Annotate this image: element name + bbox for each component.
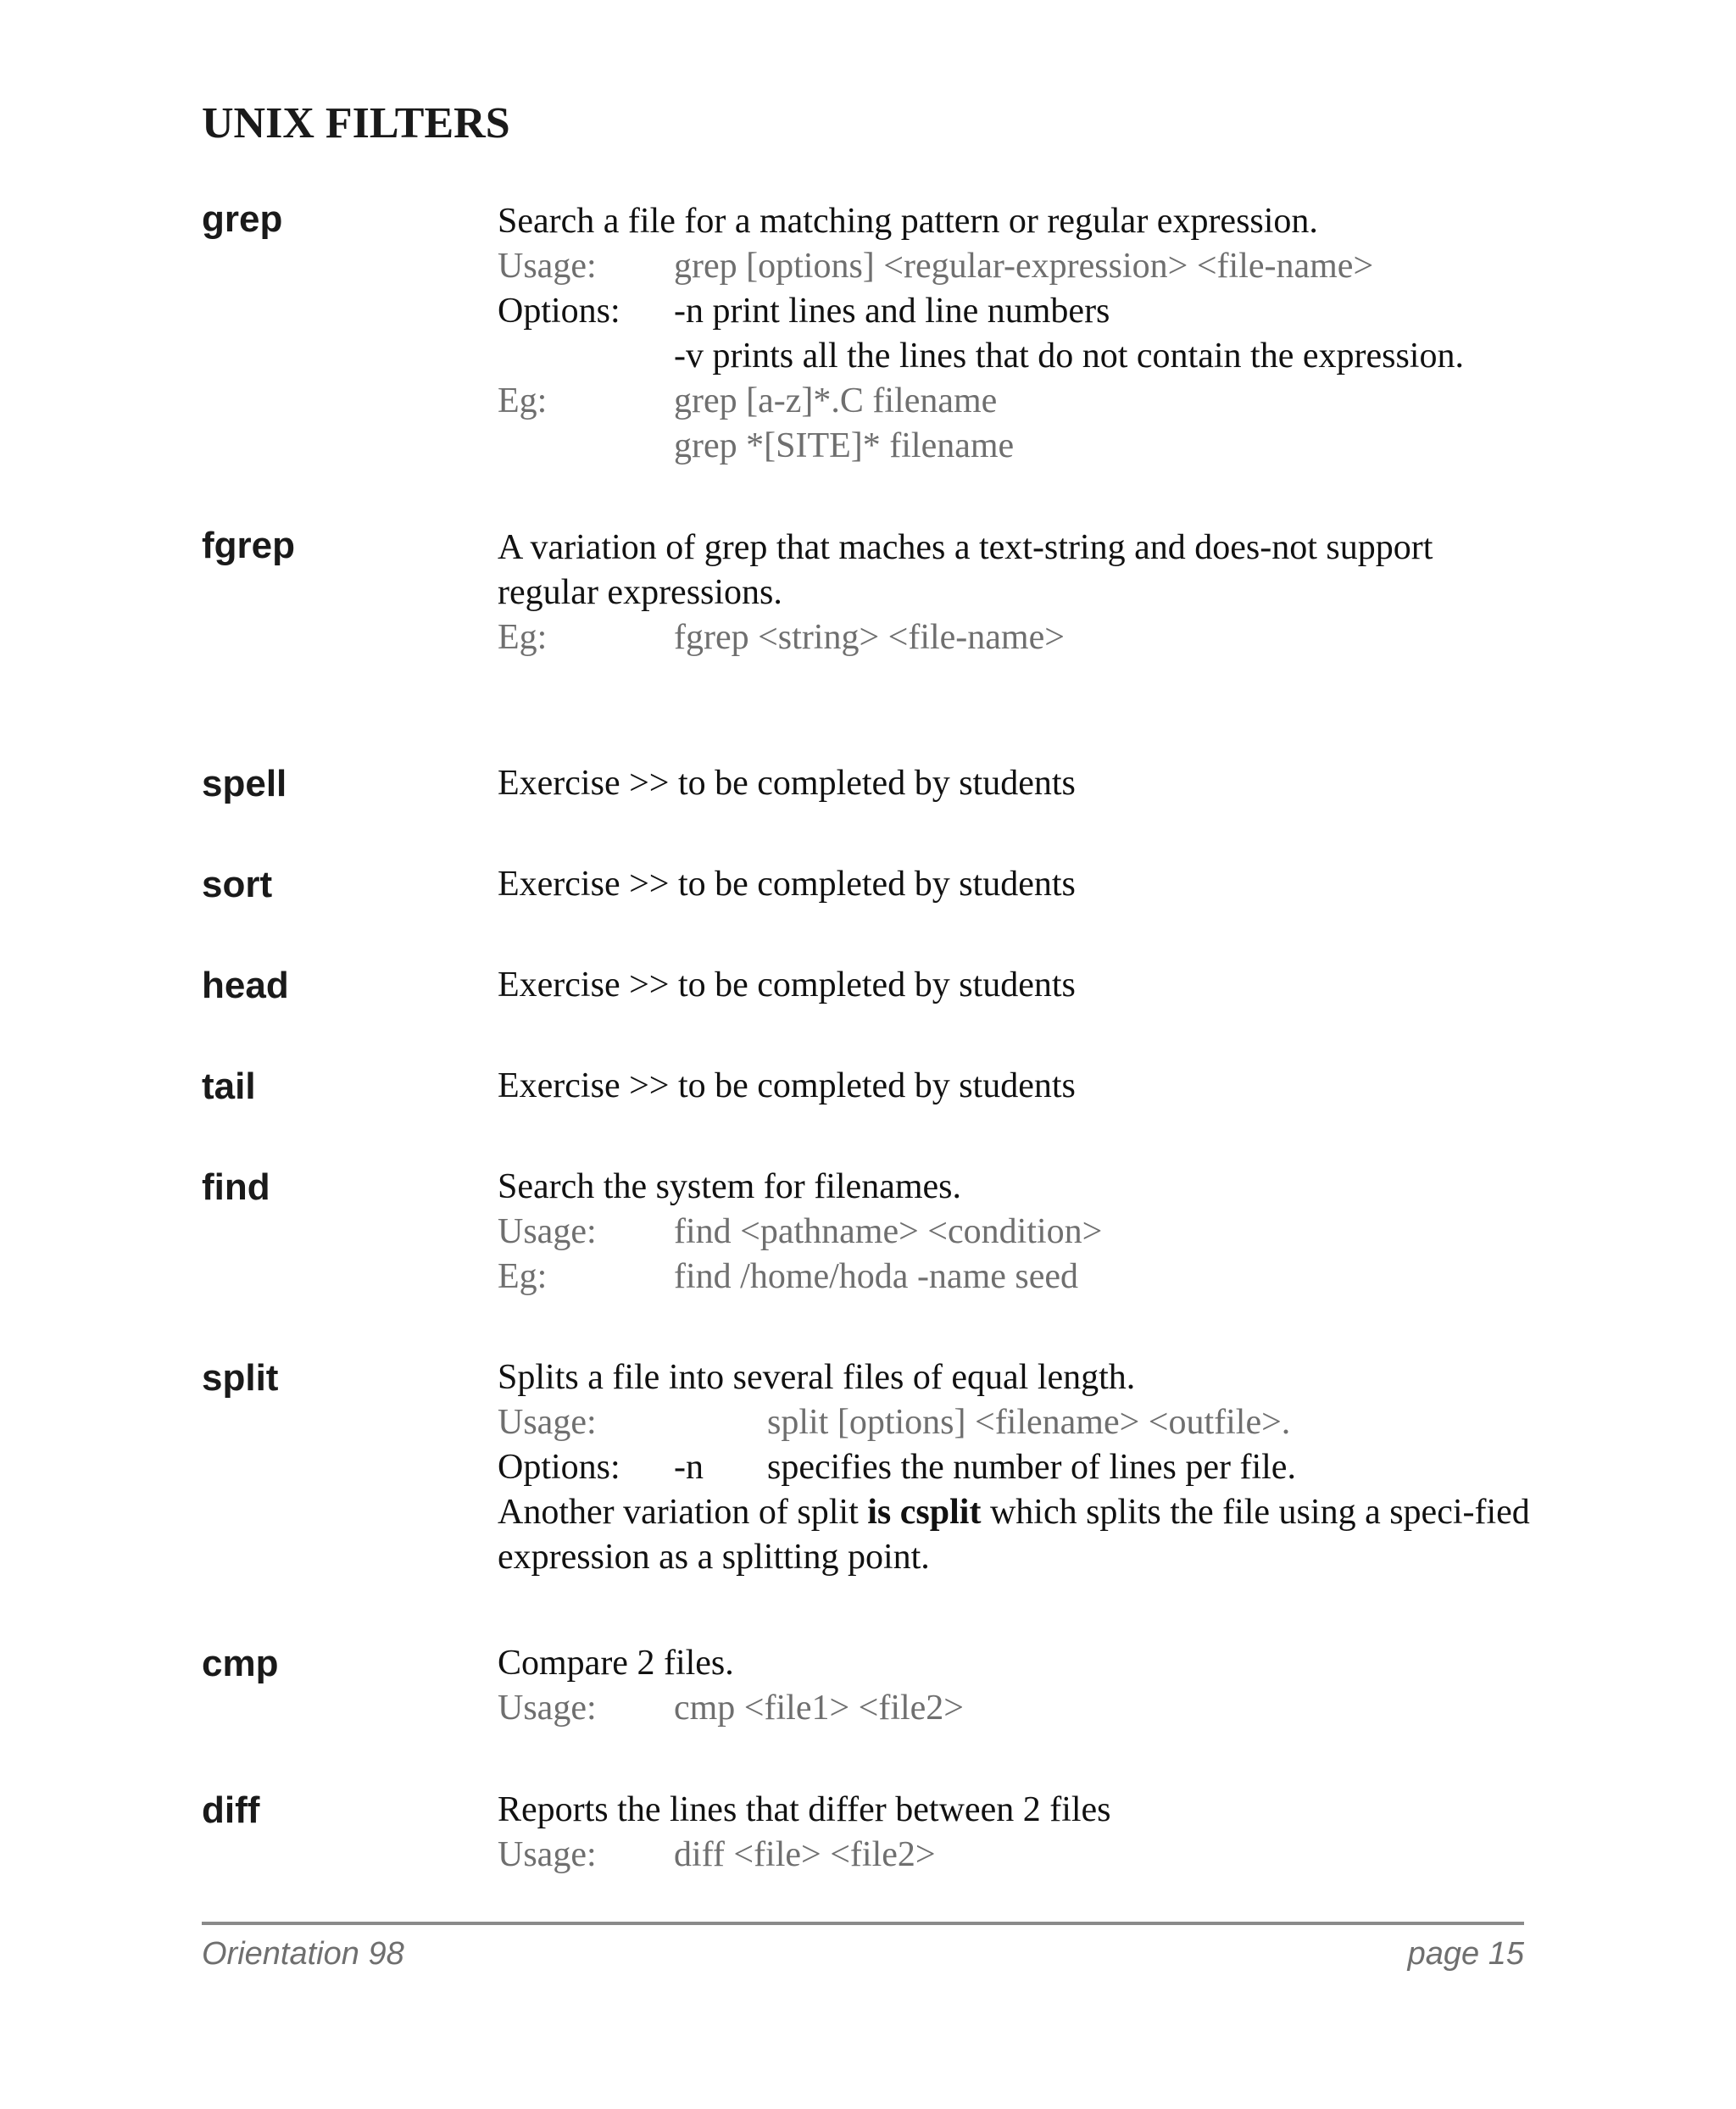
- fgrep-eg-1: fgrep <string> <file-name>: [674, 618, 1065, 657]
- diff-summary: Reports the lines that differ between 2 files: [498, 1790, 1111, 1829]
- sort-summary: Exercise >> to be completed by students: [498, 865, 1076, 904]
- options-label: Options:: [498, 1448, 620, 1487]
- footer-left: Orientation 98: [202, 1936, 404, 1972]
- description-grep: [498, 199, 1540, 469]
- page-title: UNIX FILTERS: [202, 99, 510, 147]
- grep-usage-row: [498, 244, 1540, 289]
- split-option-flag: -n: [674, 1448, 704, 1487]
- description-diff: [498, 1788, 1540, 1878]
- spell-summary: Exercise >> to be completed by students: [498, 764, 1076, 803]
- grep-eg-row-2: [498, 424, 1540, 469]
- head-summary: Exercise >> to be completed by students: [498, 965, 1076, 1004]
- grep-option-n: -n print lines and line numbers: [674, 292, 1110, 331]
- eg-label: Eg:: [498, 381, 548, 420]
- split-note-after: which splits the file using a speci-fied expression as a splitting point.: [498, 1493, 1530, 1577]
- command-sort: sort: [202, 864, 273, 905]
- usage-label: Usage:: [498, 247, 597, 286]
- cmp-usage: cmp <file1> <file2>: [674, 1689, 964, 1728]
- usage-label: Usage:: [498, 1835, 597, 1874]
- grep-options-row: [498, 289, 1540, 334]
- command-grep: grep: [202, 198, 283, 240]
- command-cmp: cmp: [202, 1643, 279, 1684]
- find-usage: find <pathname> <condition>: [674, 1212, 1103, 1251]
- cmp-usage-row: [498, 1686, 1540, 1731]
- description-split: [498, 1355, 1540, 1580]
- find-summary: Search the system for filenames.: [498, 1167, 961, 1206]
- grep-summary: Search a file for a matching pattern or regular expression.: [498, 202, 1318, 241]
- footer-divider: [202, 1922, 1524, 1925]
- split-note-bold: is csplit: [867, 1493, 982, 1532]
- usage-label: Usage:: [498, 1403, 597, 1442]
- usage-label: Usage:: [498, 1689, 597, 1728]
- description-head: [498, 963, 1540, 1008]
- split-usage-row: [498, 1400, 1540, 1445]
- command-fgrep: fgrep: [202, 525, 295, 566]
- command-tail: tail: [202, 1066, 256, 1107]
- split-note: [498, 1490, 1540, 1580]
- split-option-desc: specifies the number of lines per file.: [767, 1448, 1296, 1487]
- footer-page-number: page 15: [1407, 1936, 1524, 1972]
- fgrep-eg-row: [498, 615, 1540, 660]
- grep-eg-row: [498, 379, 1540, 424]
- description-spell: [498, 761, 1540, 806]
- split-note-before: Another variation of split: [498, 1493, 868, 1532]
- description-fgrep: [498, 526, 1540, 660]
- find-eg-row: [498, 1255, 1540, 1299]
- description-sort: [498, 862, 1540, 907]
- split-usage: split [options] <filename> <outfile>.: [767, 1403, 1291, 1442]
- diff-usage-row: [498, 1833, 1540, 1878]
- description-tail: [498, 1064, 1540, 1109]
- grep-option-v: -v prints all the lines that do not contain the expression.: [674, 337, 1464, 376]
- grep-eg-2: grep *[SITE]* filename: [674, 426, 1015, 465]
- command-head: head: [202, 965, 289, 1006]
- split-summary: Splits a file into several files of equal length.: [498, 1358, 1136, 1397]
- grep-usage: grep [options] <regular-expression> <file-name>: [674, 247, 1374, 286]
- eg-label: Eg:: [498, 618, 548, 657]
- eg-label: Eg:: [498, 1257, 548, 1296]
- find-eg-1: find /home/hoda -name seed: [674, 1257, 1079, 1296]
- grep-options-row-2: [498, 334, 1540, 379]
- grep-eg-1: grep [a-z]*.C filename: [674, 381, 998, 420]
- command-spell: spell: [202, 763, 287, 804]
- description-find: [498, 1165, 1540, 1299]
- description-cmp: [498, 1641, 1540, 1731]
- command-find: find: [202, 1166, 270, 1208]
- options-label: Options:: [498, 292, 620, 331]
- cmp-summary: Compare 2 files.: [498, 1644, 734, 1683]
- tail-summary: Exercise >> to be completed by students: [498, 1066, 1076, 1105]
- find-usage-row: [498, 1210, 1540, 1255]
- fgrep-summary: A variation of grep that maches a text-string and does-not support regular expressions.: [498, 528, 1433, 612]
- split-options-row: [498, 1445, 1540, 1490]
- command-split: split: [202, 1357, 279, 1399]
- diff-usage: diff <file> <file2>: [674, 1835, 936, 1874]
- usage-label: Usage:: [498, 1212, 597, 1251]
- command-diff: diff: [202, 1789, 260, 1831]
